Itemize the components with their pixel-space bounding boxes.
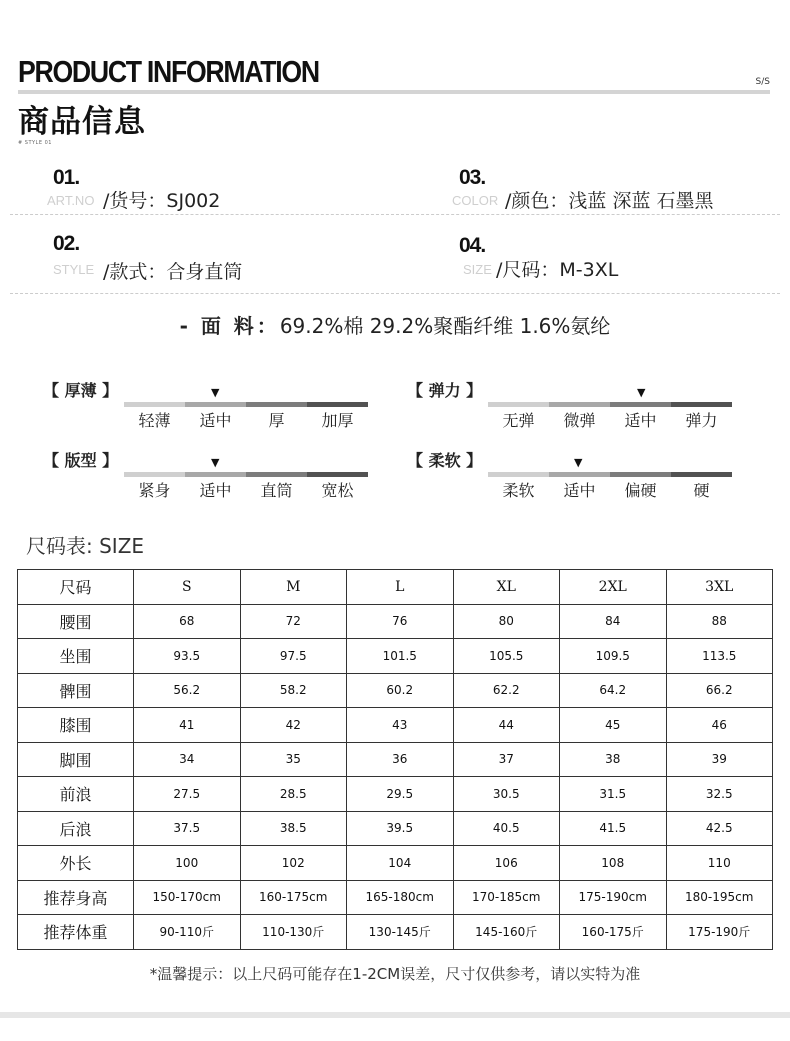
scale-option: 适中 <box>199 481 232 500</box>
table-cell: 41 <box>134 708 241 743</box>
table-row <box>18 604 773 639</box>
table-corner-cell: 尺码 <box>18 570 134 605</box>
table-cell: 68 <box>134 604 241 639</box>
size-column-header: S <box>134 570 241 605</box>
table-cell: 60.2 <box>347 673 454 708</box>
table-cell: 34 <box>134 742 241 777</box>
table-header-row <box>18 570 773 605</box>
size-column-header: XL <box>453 570 560 605</box>
table-cell: 104 <box>347 846 454 881</box>
table-cell: 45 <box>560 708 667 743</box>
table-cell: 170-185cm <box>453 880 560 915</box>
table-cell: 97.5 <box>240 639 347 674</box>
size-column-header: 2XL <box>560 570 667 605</box>
color-info: /颜色：浅蓝 深蓝 石墨黑 <box>505 190 714 212</box>
scale-marker: ▼ <box>211 386 220 399</box>
table-cell: 80 <box>453 604 560 639</box>
title-rule <box>18 90 770 94</box>
info-ghost-label: SIZE <box>463 262 492 277</box>
table-row <box>18 880 773 915</box>
scale-label-stretch: 【 弹力 】 <box>407 381 483 400</box>
scale-bar-fit <box>124 472 368 477</box>
table-cell: 160-175cm <box>240 880 347 915</box>
table-cell: 64.2 <box>560 673 667 708</box>
row-label: 外长 <box>18 846 134 881</box>
table-cell: 108 <box>560 846 667 881</box>
scale-label-thickness: 【 厚薄 】 <box>43 381 119 400</box>
table-cell: 84 <box>560 604 667 639</box>
title-en: PRODUCT INFORMATION <box>18 54 319 89</box>
table-row <box>18 915 773 950</box>
table-row <box>18 846 773 881</box>
scale-option: 微弹 <box>563 411 596 430</box>
table-cell: 39 <box>666 742 773 777</box>
table-cell: 72 <box>240 604 347 639</box>
table-cell: 88 <box>666 604 773 639</box>
size-column-header: M <box>240 570 347 605</box>
info-ghost-label: ART.NO <box>47 193 95 208</box>
table-cell: 109.5 <box>560 639 667 674</box>
row-label: 前浪 <box>18 777 134 812</box>
table-cell: 105.5 <box>453 639 560 674</box>
table-cell: 101.5 <box>347 639 454 674</box>
scale-options-stretch <box>488 408 732 431</box>
row-label: 腰围 <box>18 604 134 639</box>
size-column-header: L <box>347 570 454 605</box>
size-note: *温馨提示：以上尺码可能存在1-2CM误差，尺寸仅供参考，请以实特为准 <box>149 965 641 983</box>
size-info: /尺码：M-3XL <box>496 259 619 281</box>
divider <box>10 214 780 215</box>
scale-option: 厚 <box>268 411 285 430</box>
scale-options-softness <box>488 478 732 501</box>
scale-options-thickness <box>124 408 368 431</box>
table-cell: 31.5 <box>560 777 667 812</box>
scale-option: 宽松 <box>321 481 354 500</box>
row-label: 推荐身高 <box>18 880 134 915</box>
table-cell: 160-175斤 <box>560 915 667 950</box>
scale-option: 无弹 <box>502 411 535 430</box>
scale-option: 适中 <box>563 481 596 500</box>
row-label: 脚围 <box>18 742 134 777</box>
table-cell: 100 <box>134 846 241 881</box>
table-cell: 106 <box>453 846 560 881</box>
table-cell: 145-160斤 <box>453 915 560 950</box>
info-number: 02. <box>53 232 80 255</box>
table-cell: 90-110斤 <box>134 915 241 950</box>
scale-bar-thickness <box>124 402 368 407</box>
table-cell: 43 <box>347 708 454 743</box>
table-row <box>18 708 773 743</box>
scale-options-fit <box>124 478 368 501</box>
scale-option: 硬 <box>693 481 710 500</box>
table-cell: 62.2 <box>453 673 560 708</box>
table-cell: 110-130斤 <box>240 915 347 950</box>
scale-option: 适中 <box>624 411 657 430</box>
info-ghost-label: STYLE <box>53 262 95 277</box>
table-cell: 40.5 <box>453 811 560 846</box>
table-cell: 44 <box>453 708 560 743</box>
scale-option: 紧身 <box>138 481 171 500</box>
info-ghost-label: COLOR <box>452 193 499 208</box>
fabric-line <box>0 310 790 339</box>
scale-bar-softness <box>488 472 732 477</box>
scale-option: 偏硬 <box>624 481 657 500</box>
table-cell: 41.5 <box>560 811 667 846</box>
size-column-header: 3XL <box>666 570 773 605</box>
table-cell: 42 <box>240 708 347 743</box>
table-row <box>18 673 773 708</box>
fabric-value: 69.2%棉 29.2%聚酯纤维 1.6%氨纶 <box>279 314 611 338</box>
style-info: /款式：合身直筒 <box>103 261 243 283</box>
table-cell: 175-190斤 <box>666 915 773 950</box>
style-tag: # STYLE 01 <box>18 140 52 146</box>
table-cell: 30.5 <box>453 777 560 812</box>
table-cell: 29.5 <box>347 777 454 812</box>
row-label: 坐围 <box>18 639 134 674</box>
table-cell: 56.2 <box>134 673 241 708</box>
table-cell: 150-170cm <box>134 880 241 915</box>
table-cell: 37 <box>453 742 560 777</box>
scale-label-fit: 【 版型 】 <box>43 451 119 470</box>
row-label: 髀围 <box>18 673 134 708</box>
row-label: 推荐体重 <box>18 915 134 950</box>
row-label: 后浪 <box>18 811 134 846</box>
info-number: 01. <box>53 166 80 189</box>
size-table <box>17 569 773 950</box>
table-cell: 113.5 <box>666 639 773 674</box>
table-cell: 66.2 <box>666 673 773 708</box>
scale-option: 加厚 <box>321 411 354 430</box>
season-tag: S/S <box>755 77 770 87</box>
table-row <box>18 639 773 674</box>
table-cell: 76 <box>347 604 454 639</box>
table-cell: 93.5 <box>134 639 241 674</box>
scale-option: 直筒 <box>260 481 293 500</box>
table-cell: 175-190cm <box>560 880 667 915</box>
scale-marker: ▼ <box>211 456 220 469</box>
table-row <box>18 777 773 812</box>
scale-option: 柔软 <box>502 481 535 500</box>
info-number: 04. <box>459 234 486 257</box>
table-cell: 38 <box>560 742 667 777</box>
scale-label-softness: 【 柔软 】 <box>407 451 483 470</box>
scale-marker: ▼ <box>574 456 583 469</box>
scale-option: 适中 <box>199 411 232 430</box>
divider <box>10 293 780 294</box>
table-cell: 39.5 <box>347 811 454 846</box>
table-cell: 38.5 <box>240 811 347 846</box>
scale-option: 轻薄 <box>138 411 171 430</box>
table-cell: 42.5 <box>666 811 773 846</box>
footer-bar <box>0 1012 790 1018</box>
table-row <box>18 811 773 846</box>
scale-bar-stretch <box>488 402 732 407</box>
table-cell: 102 <box>240 846 347 881</box>
fabric-label: - 面 料： <box>179 314 280 338</box>
scale-marker: ▼ <box>637 386 646 399</box>
title-cn: 商品信息 <box>18 104 146 140</box>
table-cell: 180-195cm <box>666 880 773 915</box>
table-cell: 46 <box>666 708 773 743</box>
size-table-title: 尺码表: SIZE <box>26 534 145 558</box>
table-cell: 37.5 <box>134 811 241 846</box>
table-cell: 165-180cm <box>347 880 454 915</box>
table-row <box>18 742 773 777</box>
table-cell: 27.5 <box>134 777 241 812</box>
row-label: 膝围 <box>18 708 134 743</box>
table-cell: 130-145斤 <box>347 915 454 950</box>
table-cell: 58.2 <box>240 673 347 708</box>
table-cell: 36 <box>347 742 454 777</box>
info-number: 03. <box>459 166 486 189</box>
article-number: /货号：SJ002 <box>103 190 221 212</box>
table-cell: 110 <box>666 846 773 881</box>
table-cell: 28.5 <box>240 777 347 812</box>
table-cell: 35 <box>240 742 347 777</box>
table-cell: 32.5 <box>666 777 773 812</box>
scale-option: 弹力 <box>685 411 718 430</box>
